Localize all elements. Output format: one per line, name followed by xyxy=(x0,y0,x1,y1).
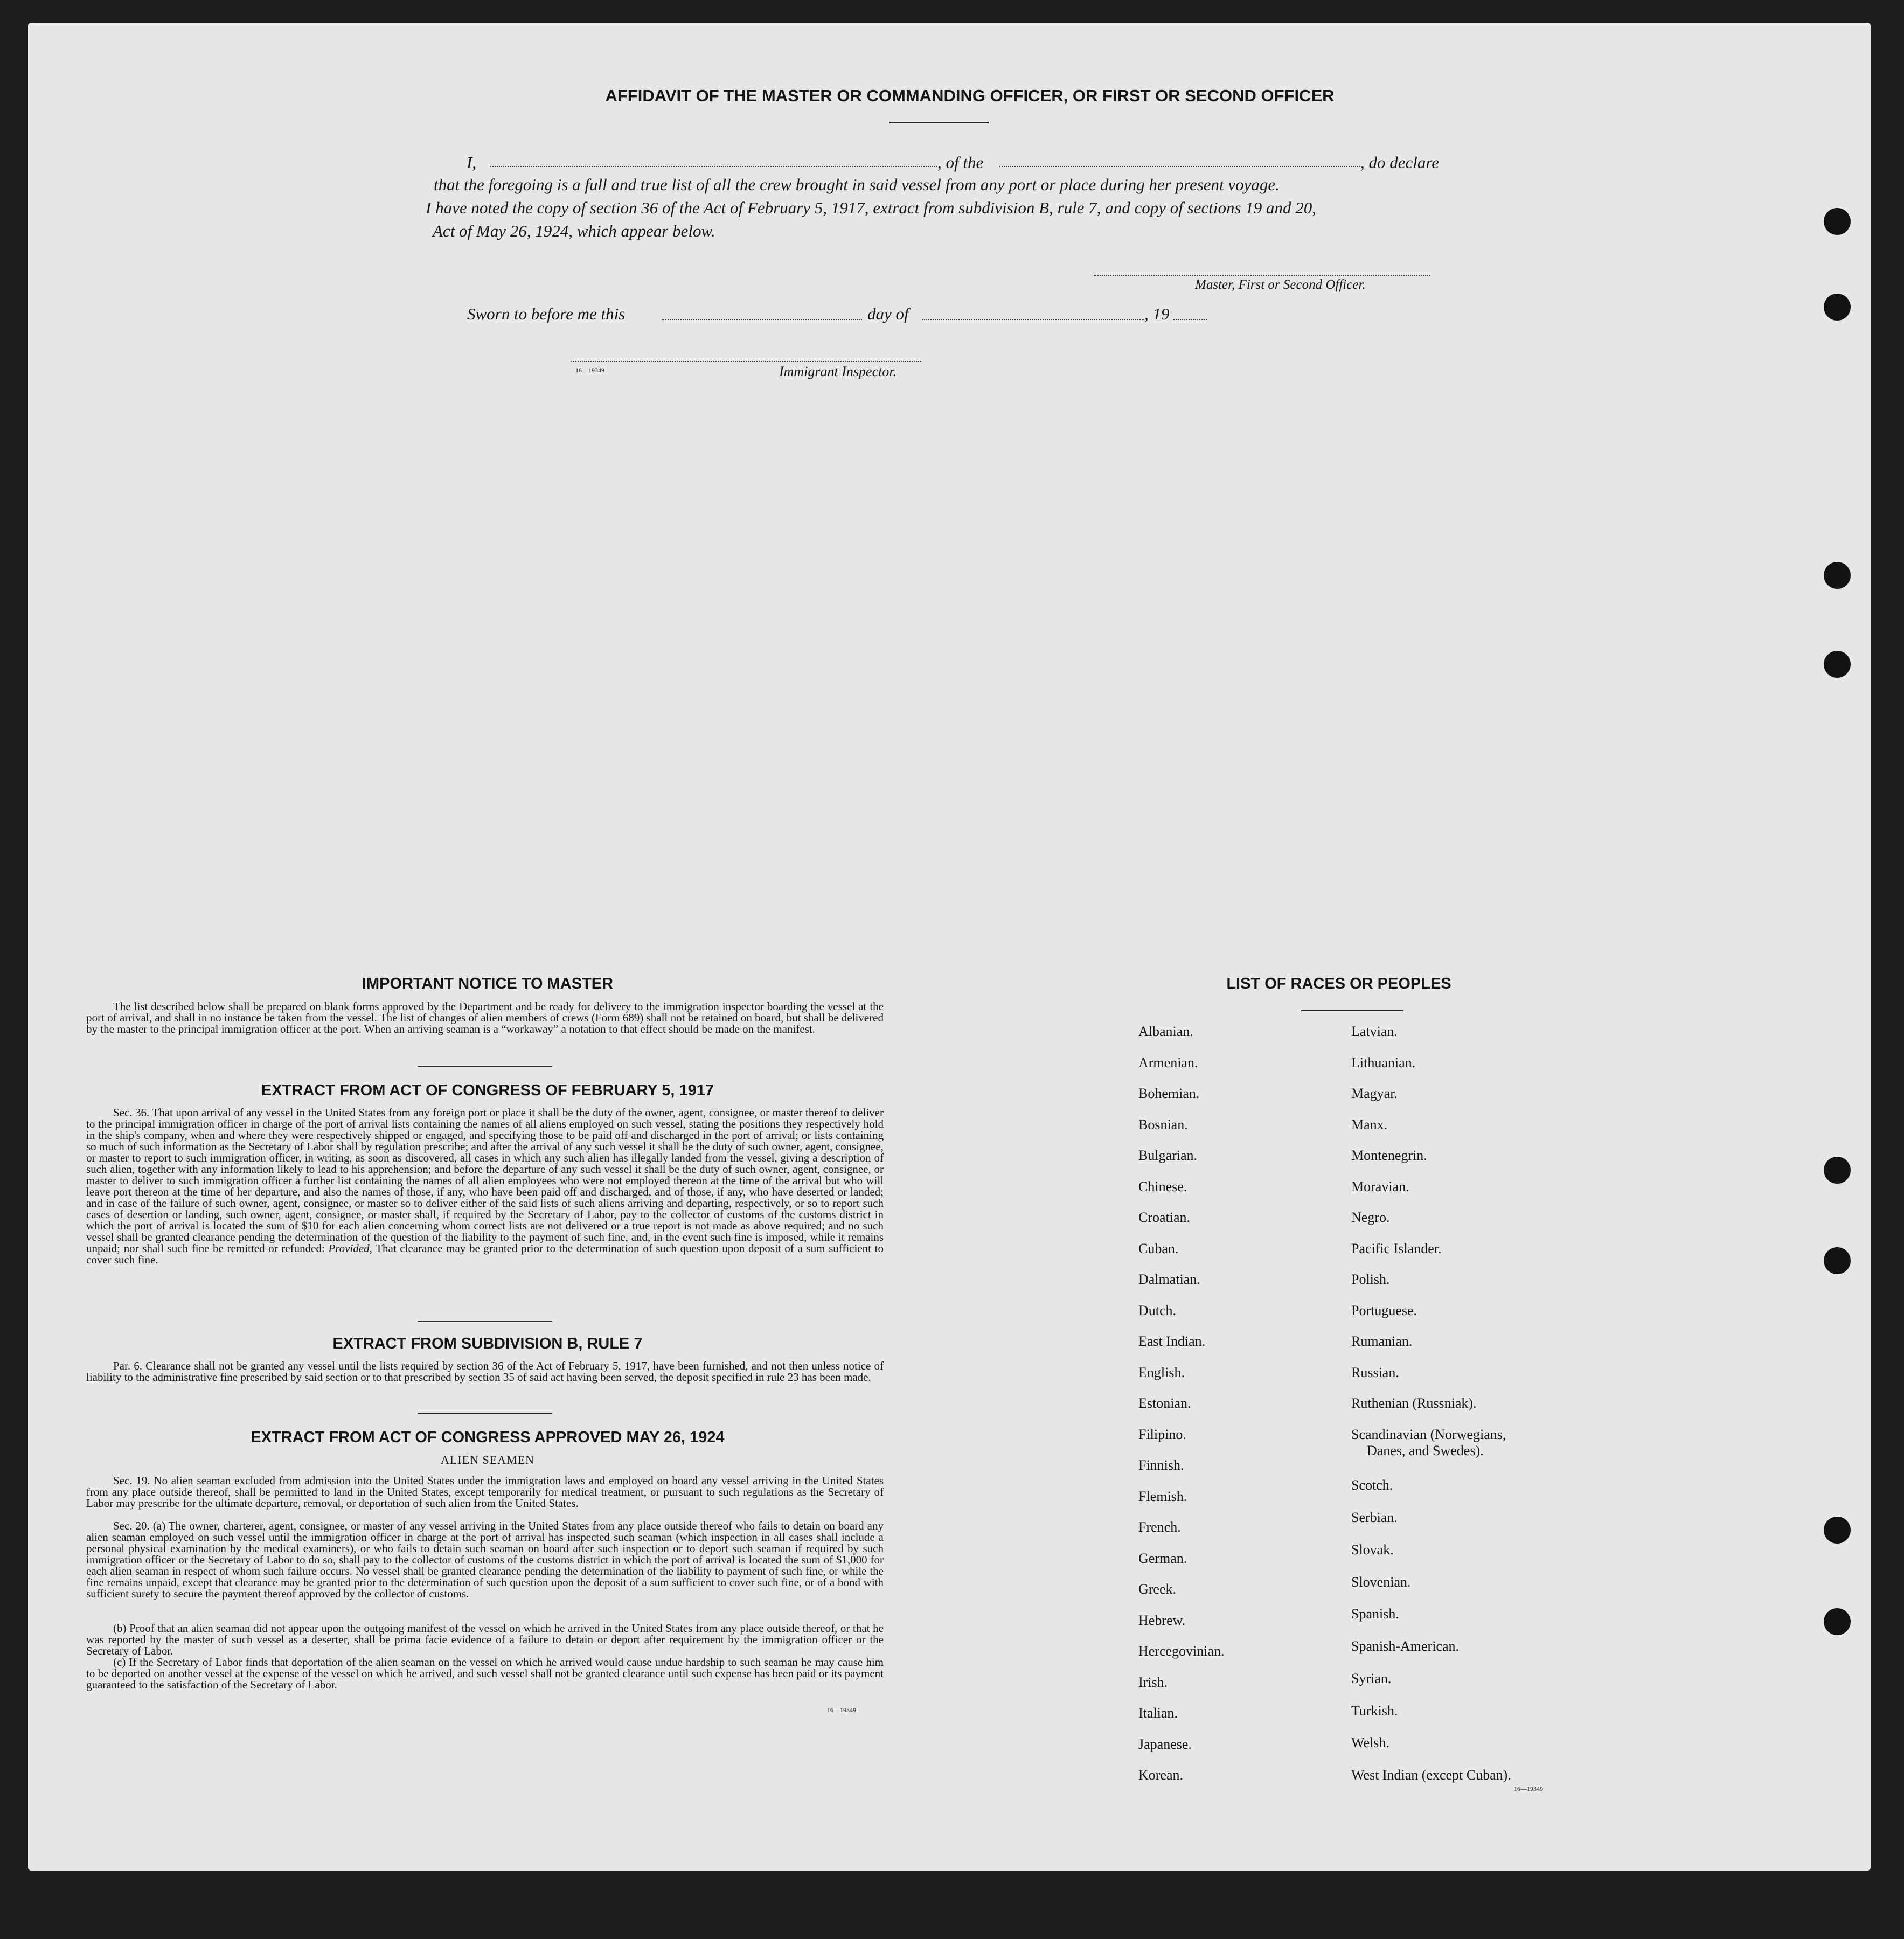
race-item: Japanese. xyxy=(1138,1736,1192,1752)
rule-7-rule xyxy=(418,1413,552,1414)
affidavit-line1-i: I, xyxy=(467,153,477,172)
race-item: Flemish. xyxy=(1138,1488,1187,1504)
race-item: Pacific Islander. xyxy=(1351,1240,1442,1256)
race-item: German. xyxy=(1138,1550,1187,1566)
rule-7-title: EXTRACT FROM SUBDIVISION B, RULE 7 xyxy=(332,1335,643,1352)
binder-hole xyxy=(1824,1517,1851,1544)
race-item: Turkish. xyxy=(1351,1702,1398,1719)
race-item: Portuguese. xyxy=(1351,1302,1417,1318)
notice-title: IMPORTANT NOTICE TO MASTER xyxy=(362,975,614,992)
sec-36-label: Sec. 36. xyxy=(113,1106,150,1119)
binder-hole xyxy=(1824,1157,1851,1184)
race-item: Korean. xyxy=(1138,1767,1184,1783)
race-item: Slovenian. xyxy=(1351,1574,1411,1590)
act-1917-rule xyxy=(418,1321,552,1322)
binder-hole xyxy=(1824,208,1851,235)
act-1917-body xyxy=(86,1107,884,1266)
race-item: Lithuanian. xyxy=(1351,1054,1416,1071)
race-item: Dalmatian. xyxy=(1138,1271,1200,1287)
provided-word: Provided, xyxy=(328,1242,372,1255)
affidavit-title-rule xyxy=(889,122,989,123)
races-form-number: 16—19349 xyxy=(1514,1785,1543,1792)
act-1924-title: EXTRACT FROM ACT OF CONGRESS APPROVED MAY 26, 1924 xyxy=(251,1429,725,1446)
race-item: East Indian. xyxy=(1138,1333,1206,1349)
sec-36-text-end: That clearance may be granted prior to the determination of such question upon deposit of a sum sufficient to cover such fine. xyxy=(86,1242,884,1266)
race-item: Chinese. xyxy=(1138,1178,1187,1194)
alien-seamen-subtitle: ALIEN SEAMEN xyxy=(441,1453,534,1467)
race-item: Croatian. xyxy=(1138,1210,1191,1225)
race-item: Manx. xyxy=(1351,1116,1388,1132)
race-item: Albanian. xyxy=(1138,1024,1193,1039)
binder-hole xyxy=(1824,1608,1851,1635)
race-item: Italian. xyxy=(1138,1705,1178,1721)
race-item: Slovak. xyxy=(1351,1541,1394,1558)
inspector-caption: Immigrant Inspector. xyxy=(779,364,897,379)
sec-20a-body: Sec. 20. (a) The owner, charterer, agent, consignee, or master of any vessel arriving in the United States from any place outside thereof who fails to detain on board any alien seaman employed on such vessel until the immigration officer in charge at the port of arrival has inspected such seaman (which inspection in all cases shall include a personal physical examination by the medical examiners), or who fails to detain such seaman on board after such inspection or to deport such seaman if required by such immigration officer or the Secretary of Labor to do so, shall pay to the collector of customs of the customs district in which the port of arrival is located the sum of $1,000 for each alien seaman in respect of whom such failure occurs. No vessel shall be granted clearance pending the determination of the liability to payment of such fine, or while the fine remains unpaid, except that clearance may be granted prior to the determination of such question upon the deposit of a sum sufficient to cover such fine, or of a bond with sufficient surety to secure the payment thereof approved by the collector of customs. xyxy=(86,1519,884,1600)
race-item: Serbian. xyxy=(1351,1510,1398,1525)
year-blank xyxy=(1173,319,1207,320)
race-item: Bosnian. xyxy=(1138,1116,1188,1132)
race-item: Armenian. xyxy=(1138,1054,1198,1071)
notice-rule xyxy=(418,1066,552,1067)
act-1924-form-number: 16—19349 xyxy=(827,1706,856,1714)
race-item: Finnish. xyxy=(1138,1457,1184,1473)
race-item: Syrian. xyxy=(1351,1670,1392,1686)
race-item: Ruthenian (Russniak). xyxy=(1351,1395,1477,1411)
race-item: Dutch. xyxy=(1138,1302,1177,1318)
sec-20b-body: (b) Proof that an alien seaman did not appear upon the outgoing manifest of the vessel on which he arrived in the United States from any place outside thereof, or that he was reported by the master of such vessel as a deserter, shall be prima facie evidence of a failure to detain or deport after requirement by the immigration officer or the Secretary of Labor. xyxy=(86,1622,884,1657)
race-item: Russian. xyxy=(1351,1364,1399,1380)
races-title: LIST OF RACES OR PEOPLES xyxy=(1226,975,1451,992)
race-item: Bohemian. xyxy=(1138,1086,1200,1101)
affidavit-line1-declare: , do declare xyxy=(1360,153,1440,172)
race-item: Moravian. xyxy=(1351,1178,1409,1194)
affidavit-line1-of-the: , of the xyxy=(937,153,984,172)
binder-hole xyxy=(1824,1247,1851,1274)
sworn-month-blank xyxy=(922,319,1144,320)
affidavit-line4: Act of May 26, 1924, which appear below. xyxy=(433,221,715,240)
binder-hole xyxy=(1824,562,1851,589)
signature-blank xyxy=(1094,275,1430,276)
notice-body: The list described below shall be prepared on blank forms approved by the Department and be ready for delivery to the immigration inspector boarding the vessel at the port of arrival, and shall in no instance be taken from the vessel. The list of changes of alien members of crews (Form 689) shall not be retained on board, but shall be delivered by the master to the principal immigration officer at the port. When an arriving seaman is a “workaway” a notation to that effect should be made on the manifest. xyxy=(86,1000,884,1035)
race-item: Polish. xyxy=(1351,1271,1390,1287)
race-item: Irish. xyxy=(1138,1674,1168,1690)
race-item: French. xyxy=(1138,1519,1181,1535)
race-item: Estonian. xyxy=(1138,1395,1191,1411)
year-label: , 19 xyxy=(1144,304,1170,323)
race-item: English. xyxy=(1138,1364,1185,1380)
act-1917-title: EXTRACT FROM ACT OF CONGRESS OF FEBRUARY 5, 1917 xyxy=(261,1082,714,1099)
race-item: Bulgarian. xyxy=(1138,1148,1198,1163)
race-item: Latvian. xyxy=(1351,1024,1398,1039)
sec-36-text: That upon arrival of any vessel in the United States from any foreign port or place it shall be the duty of the owner, agent, consignee, or master thereof to deliver to the principal immigration officer in charge of the port of arrival lists containing the names of all aliens employed on such vessel, stating the positions they respectively hold in the ship's company, when and where they were respectively shipped or engaged, and specifying those to be paid off and discharged in the port of arrival; or lists containing so much of such information as the Secretary of Labor shall by regulation prescribe; and after the arrival of any such vessel it shall be the duty of such owner, agent, consignee, or master to report to such immigration officer, in writing, as soon as discovered, all cases in which any such alien has illegally landed from the vessel, giving a description of such alien, together with any information likely to lead to his apprehension; and before the departure of any such vessel it shall be the duty of such owner, agent, consignee, or master to deliver to such immigration officer a further list containing the names of all alien employees who were not employed thereon at the time of the arrival but who will leave port thereon at the time of her departure, and also the names of those, if any, who have been paid off and discharged, and of those, if any, who have deserted or landed; and in case of the failure of such owner, agent, consignee, or master so to deliver either of the said lists of such aliens arriving and departing, respectively, or so to report such cases of desertion or landing, such owner, agent, consignee, or master shall, if required by the Secretary of Labor, pay to the collector of customs of the customs district in which the port of arrival is located the sum of $10 for each alien concerning whom correct lists are not delivered or a true report is not made as above required; and no such vessel shall be granted clearance pending the determination of the question of the liability to the payment of such fine, and, in the event such fine is imposed, while it remains unpaid; nor shall such fine be remitted or refunded: xyxy=(86,1106,884,1255)
race-item: West Indian (except Cuban). xyxy=(1351,1767,1511,1783)
race-item: Magyar. xyxy=(1351,1086,1398,1101)
race-item: Filipino. xyxy=(1138,1426,1186,1442)
signature-caption: Master, First or Second Officer. xyxy=(1195,277,1366,292)
races-title-rule xyxy=(1301,1010,1403,1011)
race-item: Scandinavian (Norwegians, xyxy=(1351,1426,1506,1442)
binder-hole xyxy=(1824,294,1851,321)
sworn-day-blank xyxy=(662,319,862,320)
affidavit-title: AFFIDAVIT OF THE MASTER OR COMMANDING OFFICER, OR FIRST OR SECOND OFFICER xyxy=(605,86,1335,105)
affidavit-line2: that the foregoing is a full and true list of all the crew brought in said vessel from any port or place during her present voyage. xyxy=(434,175,1280,194)
inspector-signature-blank xyxy=(571,361,921,362)
master-name-blank xyxy=(490,166,937,167)
binder-hole xyxy=(1824,651,1851,678)
affidavit-line3: I have noted the copy of section 36 of the Act of February 5, 1917, extract from subdivision B, rule 7, and copy of sections 19 and 20, xyxy=(426,198,1317,217)
vessel-name-blank xyxy=(999,166,1360,167)
race-item: Danes, and Swedes). xyxy=(1367,1442,1484,1458)
race-item: Welsh. xyxy=(1351,1735,1389,1751)
race-item: Scotch. xyxy=(1351,1477,1393,1493)
race-item: Rumanian. xyxy=(1351,1333,1413,1349)
race-item: Spanish. xyxy=(1351,1606,1399,1622)
sworn-label: Sworn to before me this xyxy=(467,304,626,323)
race-item: Greek. xyxy=(1138,1581,1177,1597)
race-item: Negro. xyxy=(1351,1210,1390,1225)
race-item: Montenegrin. xyxy=(1351,1148,1427,1163)
race-item: Hebrew. xyxy=(1138,1612,1186,1628)
race-item: Cuban. xyxy=(1138,1240,1179,1256)
day-of-label: day of xyxy=(867,304,909,323)
affidavit-form-number: 16—19349 xyxy=(575,366,604,374)
race-item: Spanish-American. xyxy=(1351,1638,1460,1654)
sec-19-body: Sec. 19. No alien seaman excluded from admission into the United States under the immigration laws and employed on board any vessel arriving in the United States from any place outside thereof, shall be permitted to land in the United States, except temporarily for medical treatment, or pursuant to such regulations as the Secretary of Labor may prescribe for the ultimate departure, removal, or deportation of such alien from the United States. xyxy=(86,1474,884,1510)
rule-7-body: Par. 6. Clearance shall not be granted any vessel until the lists required by section 36 of the Act of February 5, 1917, have been furnished, and not then unless notice of liability to the administrative fine prescribed by said section or to that prescribed by section 35 of said act having been served, the deposit specified in rule 23 has been made. xyxy=(86,1359,884,1384)
sec-20c-body: (c) If the Secretary of Labor finds that deportation of the alien seaman on the vessel on which he arrived would cause undue hardship to such seaman he may cause him to be deported on another vessel at the expense of the vessel on which he arrived, and such vessel shall not be granted clearance until such expense has been paid or its payment guaranteed to the satisfaction of the Secretary of Labor. xyxy=(86,1656,884,1691)
race-item: Hercegovinian. xyxy=(1138,1643,1225,1659)
